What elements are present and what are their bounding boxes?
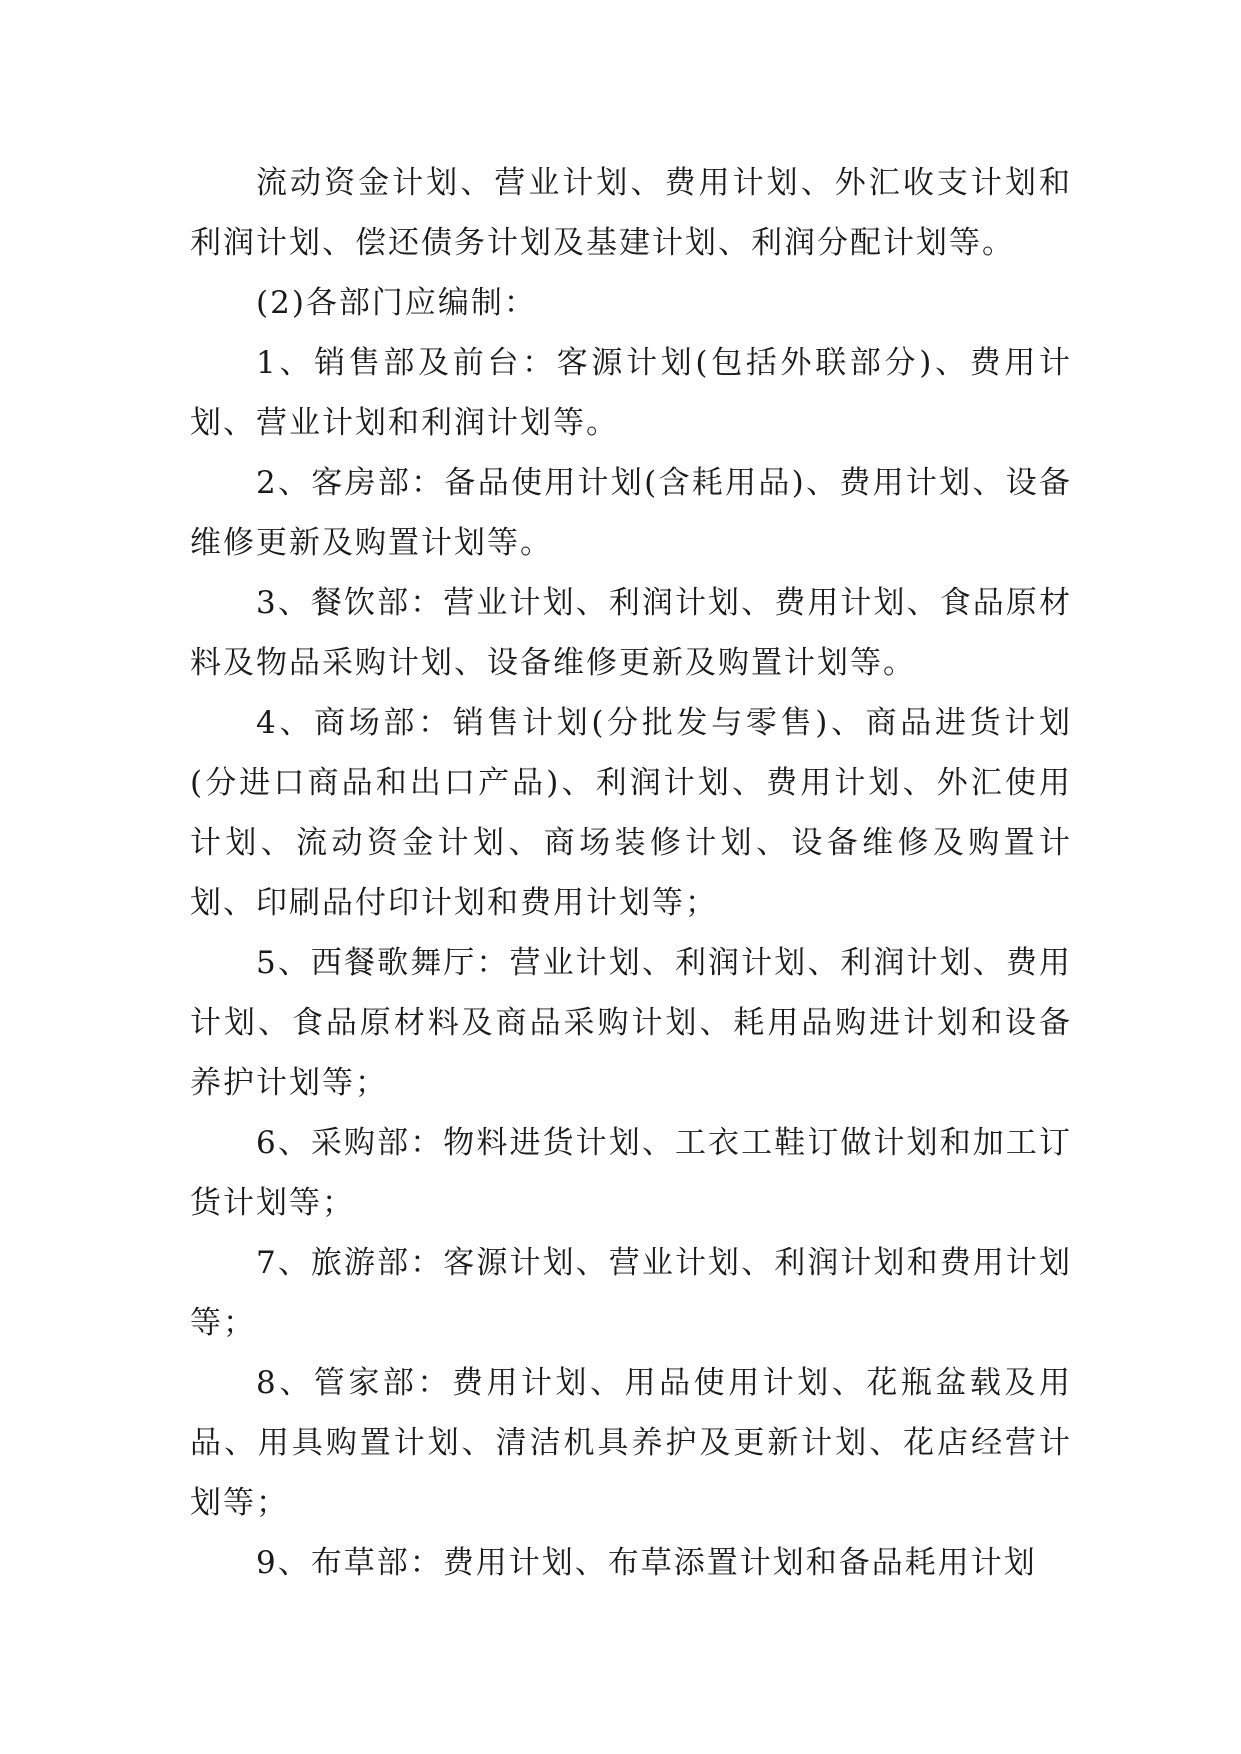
document-body — [190, 153, 1072, 1593]
paragraph-linen: 9、布草部：费用计划、布草添置计划和备品耗用计划 — [256, 1545, 1037, 1581]
paragraph-sales-front-desk: 1、销售部及前台：客源计划(包括外联部分)、费用计划、营业计划和利润计划等。 — [190, 345, 1072, 441]
paragraph-plans-overview: 流动资金计划、营业计划、费用计划、外汇收支计划和利润计划、偿还债务计划及基建计划、利润分配计划等。 — [190, 165, 1072, 261]
paragraph-western-restaurant-ballroom: 5、西餐歌舞厅：营业计划、利润计划、利润计划、费用计划、食品原材料及商品采购计划、耗用品购进计划和设备养护计划等； — [190, 945, 1072, 1101]
paragraph-travel: 7、旅游部：客源计划、营业计划、利润计划和费用计划等； — [190, 1245, 1072, 1341]
paragraph-housekeeping: 2、客房部：备品使用计划(含耗用品)、费用计划、设备维修更新及购置计划等。 — [190, 465, 1072, 561]
paragraph-purchasing: 6、采购部：物料进货计划、工衣工鞋订做计划和加工订货计划等； — [190, 1125, 1072, 1221]
paragraph-housekeeping-management: 8、管家部：费用计划、用品使用计划、花瓶盆载及用品、用具购置计划、清洁机具养护及更新计划、花店经营计划等； — [190, 1365, 1072, 1521]
paragraph-food-beverage: 3、餐饮部：营业计划、利润计划、费用计划、食品原材料及物品采购计划、设备维修更新及购置计划等。 — [190, 585, 1072, 681]
paragraph-shopping-mall: 4、商场部：销售计划(分批发与零售)、商品进货计划(分进口商品和出口产品)、利润计划、费用计划、外汇使用计划、流动资金计划、商场装修计划、设备维修及购置计划、印刷品付印计划和费用计划等； — [190, 705, 1072, 921]
paragraph-departments-heading: (2)各部门应编制： — [256, 285, 537, 321]
